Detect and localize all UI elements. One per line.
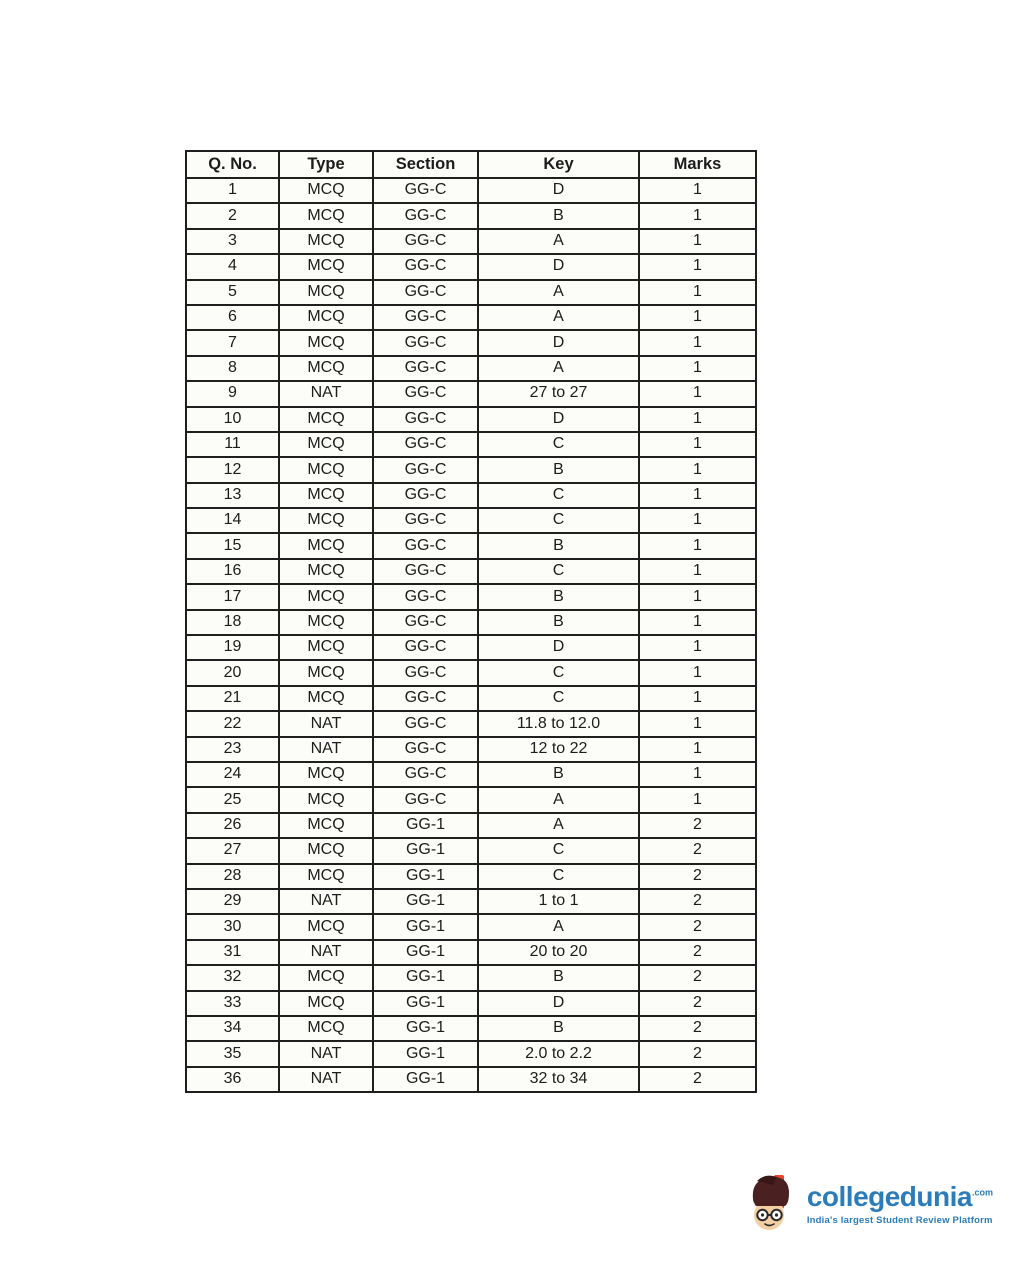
table-cell: 2: [639, 889, 756, 914]
table-cell: C: [478, 864, 639, 889]
table-cell: GG-C: [373, 178, 478, 203]
table-cell: 20: [186, 660, 279, 685]
table-row: [186, 711, 756, 736]
table-cell: 35: [186, 1041, 279, 1066]
table-cell: MCQ: [279, 965, 373, 990]
table-cell: 11: [186, 432, 279, 457]
table-cell: D: [478, 635, 639, 660]
table-cell: 1: [639, 508, 756, 533]
table-cell: GG-1: [373, 864, 478, 889]
table-cell: 1: [639, 457, 756, 482]
table-row: [186, 330, 756, 355]
table-row: [186, 610, 756, 635]
table-cell: 1 to 1: [478, 889, 639, 914]
table-cell: A: [478, 813, 639, 838]
table-cell: MCQ: [279, 914, 373, 939]
table-header-row: [186, 151, 756, 178]
table-row: [186, 787, 756, 812]
table-cell: 16: [186, 559, 279, 584]
table-cell: 1: [639, 533, 756, 558]
table-cell: 26: [186, 813, 279, 838]
table-cell: MCQ: [279, 864, 373, 889]
table-cell: 2: [639, 1041, 756, 1066]
table-cell: B: [478, 203, 639, 228]
table-row: [186, 280, 756, 305]
table-cell: GG-1: [373, 889, 478, 914]
table-row: [186, 864, 756, 889]
table-cell: 19: [186, 635, 279, 660]
table-cell: 3: [186, 229, 279, 254]
table-cell: B: [478, 762, 639, 787]
table-cell: MCQ: [279, 254, 373, 279]
table-cell: C: [478, 432, 639, 457]
table-cell: 2.0 to 2.2: [478, 1041, 639, 1066]
table-row: [186, 813, 756, 838]
table-cell: 7: [186, 330, 279, 355]
table-cell: 1: [639, 711, 756, 736]
collegedunia-mascot-icon: [747, 1173, 799, 1235]
table-cell: MCQ: [279, 584, 373, 609]
table-cell: GG-C: [373, 787, 478, 812]
table-cell: GG-1: [373, 914, 478, 939]
table-cell: 18: [186, 610, 279, 635]
table-cell: 25: [186, 787, 279, 812]
table-cell: 6: [186, 305, 279, 330]
table-row: [186, 432, 756, 457]
table-cell: 1: [639, 610, 756, 635]
table-cell: MCQ: [279, 229, 373, 254]
header-key: Key: [478, 151, 639, 178]
table-row: [186, 508, 756, 533]
table-cell: GG-C: [373, 635, 478, 660]
header-marks: Marks: [639, 151, 756, 178]
table-cell: C: [478, 686, 639, 711]
table-cell: 1: [639, 432, 756, 457]
table-cell: NAT: [279, 711, 373, 736]
table-cell: 1: [639, 407, 756, 432]
table-cell: 2: [639, 940, 756, 965]
table-cell: GG-C: [373, 432, 478, 457]
table-row: [186, 584, 756, 609]
table-cell: B: [478, 533, 639, 558]
table-row: [186, 889, 756, 914]
table-cell: C: [478, 559, 639, 584]
table-cell: NAT: [279, 381, 373, 406]
table-cell: MCQ: [279, 762, 373, 787]
table-cell: 1: [639, 635, 756, 660]
table-cell: 30: [186, 914, 279, 939]
table-cell: 31: [186, 940, 279, 965]
table-cell: 10: [186, 407, 279, 432]
table-cell: 1: [639, 381, 756, 406]
brand-name: collegedunia$^{.com}$: [806, 1180, 993, 1212]
table-cell: 1: [639, 762, 756, 787]
table-cell: GG-C: [373, 660, 478, 685]
table-cell: D: [478, 330, 639, 355]
table-cell: B: [478, 584, 639, 609]
table-row: [186, 407, 756, 432]
table-cell: 22: [186, 711, 279, 736]
table-cell: GG-C: [373, 686, 478, 711]
table-cell: GG-C: [373, 584, 478, 609]
table-cell: MCQ: [279, 787, 373, 812]
table-cell: GG-1: [373, 1067, 478, 1092]
table-cell: MCQ: [279, 686, 373, 711]
table-row: [186, 178, 756, 203]
table-cell: GG-C: [373, 381, 478, 406]
table-cell: 2: [186, 203, 279, 228]
table-cell: MCQ: [279, 356, 373, 381]
table-cell: D: [478, 407, 639, 432]
table-cell: GG-C: [373, 610, 478, 635]
table-cell: 2: [639, 1016, 756, 1041]
table-cell: D: [478, 991, 639, 1016]
table-row: [186, 1067, 756, 1092]
table-cell: GG-1: [373, 991, 478, 1016]
table-cell: GG-C: [373, 229, 478, 254]
table-cell: GG-C: [373, 407, 478, 432]
table-cell: 20 to 20: [478, 940, 639, 965]
table-cell: 33: [186, 991, 279, 1016]
table-cell: 36: [186, 1067, 279, 1092]
table-cell: MCQ: [279, 610, 373, 635]
table-cell: GG-C: [373, 508, 478, 533]
table-cell: MCQ: [279, 533, 373, 558]
table-row: [186, 229, 756, 254]
table-cell: MCQ: [279, 407, 373, 432]
table-cell: D: [478, 178, 639, 203]
table-cell: NAT: [279, 1041, 373, 1066]
table-cell: C: [478, 508, 639, 533]
table-cell: GG-C: [373, 203, 478, 228]
table-cell: GG-C: [373, 483, 478, 508]
table-row: [186, 737, 756, 762]
header-type: Type: [279, 151, 373, 178]
table-cell: C: [478, 838, 639, 863]
table-cell: B: [478, 457, 639, 482]
table-cell: 1: [639, 229, 756, 254]
table-cell: A: [478, 280, 639, 305]
table-row: [186, 914, 756, 939]
table-cell: NAT: [279, 1067, 373, 1092]
table-cell: 2: [639, 838, 756, 863]
table-row: [186, 686, 756, 711]
table-cell: A: [478, 229, 639, 254]
table-cell: 8: [186, 356, 279, 381]
table-row: [186, 838, 756, 863]
table-row: [186, 483, 756, 508]
table-cell: 32: [186, 965, 279, 990]
table-cell: 32 to 34: [478, 1067, 639, 1092]
table-cell: B: [478, 965, 639, 990]
table-cell: 15: [186, 533, 279, 558]
table-cell: B: [478, 610, 639, 635]
table-cell: MCQ: [279, 432, 373, 457]
table-cell: D: [478, 254, 639, 279]
table-cell: GG-C: [373, 356, 478, 381]
table-cell: NAT: [279, 737, 373, 762]
table-row: [186, 965, 756, 990]
table-cell: GG-C: [373, 305, 478, 330]
table-cell: 27 to 27: [478, 381, 639, 406]
table-cell: MCQ: [279, 991, 373, 1016]
table-cell: GG-1: [373, 838, 478, 863]
table-cell: 1: [639, 483, 756, 508]
table-cell: MCQ: [279, 305, 373, 330]
table-cell: 12: [186, 457, 279, 482]
table-row: [186, 991, 756, 1016]
header-section: Section: [373, 151, 478, 178]
table-row: [186, 305, 756, 330]
table-cell: 12 to 22: [478, 737, 639, 762]
table-row: [186, 381, 756, 406]
table-cell: MCQ: [279, 813, 373, 838]
table-cell: 17: [186, 584, 279, 609]
table-cell: GG-C: [373, 711, 478, 736]
table-cell: MCQ: [279, 330, 373, 355]
table-cell: 1: [639, 203, 756, 228]
table-cell: 4: [186, 254, 279, 279]
table-cell: 27: [186, 838, 279, 863]
table-cell: 1: [639, 787, 756, 812]
table-cell: 2: [639, 914, 756, 939]
table-cell: MCQ: [279, 635, 373, 660]
table-cell: 1: [639, 584, 756, 609]
table-cell: GG-C: [373, 762, 478, 787]
table-cell: 2: [639, 965, 756, 990]
table-cell: 23: [186, 737, 279, 762]
table-row: [186, 1041, 756, 1066]
table-cell: 5: [186, 280, 279, 305]
table-row: [186, 356, 756, 381]
table-cell: MCQ: [279, 660, 373, 685]
table-cell: GG-C: [373, 330, 478, 355]
table-cell: MCQ: [279, 203, 373, 228]
table-cell: GG-1: [373, 940, 478, 965]
table-cell: GG-C: [373, 737, 478, 762]
table-cell: 13: [186, 483, 279, 508]
table-cell: MCQ: [279, 483, 373, 508]
table-row: [186, 559, 756, 584]
table-row: [186, 635, 756, 660]
table-cell: 2: [639, 813, 756, 838]
table-cell: 1: [639, 356, 756, 381]
table-row: [186, 457, 756, 482]
table-cell: 1: [639, 305, 756, 330]
table-cell: 9: [186, 381, 279, 406]
table-cell: 1: [639, 178, 756, 203]
table-cell: 2: [639, 864, 756, 889]
table-cell: GG-C: [373, 457, 478, 482]
table-cell: 1: [639, 686, 756, 711]
table-cell: MCQ: [279, 508, 373, 533]
answer-table-body: [186, 178, 756, 1092]
table-cell: C: [478, 483, 639, 508]
collegedunia-logo: [747, 1173, 993, 1235]
table-row: [186, 254, 756, 279]
table-cell: MCQ: [279, 559, 373, 584]
table-cell: 29: [186, 889, 279, 914]
table-cell: 1: [639, 660, 756, 685]
table-cell: MCQ: [279, 280, 373, 305]
table-cell: GG-C: [373, 559, 478, 584]
table-cell: B: [478, 1016, 639, 1041]
table-cell: 2: [639, 991, 756, 1016]
answer-key-table: [185, 150, 757, 1093]
table-cell: 28: [186, 864, 279, 889]
table-cell: A: [478, 787, 639, 812]
table-cell: A: [478, 305, 639, 330]
table-cell: 2: [639, 1067, 756, 1092]
table-cell: GG-1: [373, 965, 478, 990]
table-cell: GG-C: [373, 280, 478, 305]
table-row: [186, 203, 756, 228]
table-cell: MCQ: [279, 838, 373, 863]
table-cell: 11.8 to 12.0: [478, 711, 639, 736]
table-cell: GG-1: [373, 813, 478, 838]
table-cell: C: [478, 660, 639, 685]
table-cell: 1: [639, 254, 756, 279]
header-qno: Q. No.: [186, 151, 279, 178]
table-cell: 1: [639, 280, 756, 305]
table-cell: MCQ: [279, 178, 373, 203]
table-cell: 1: [639, 737, 756, 762]
table-cell: A: [478, 356, 639, 381]
table-cell: NAT: [279, 889, 373, 914]
table-cell: NAT: [279, 940, 373, 965]
table-cell: 1: [639, 559, 756, 584]
table-cell: GG-C: [373, 533, 478, 558]
table-cell: GG-C: [373, 254, 478, 279]
table-cell: MCQ: [279, 1016, 373, 1041]
table-cell: GG-1: [373, 1041, 478, 1066]
table-cell: 1: [186, 178, 279, 203]
table-cell: GG-1: [373, 1016, 478, 1041]
table-cell: 24: [186, 762, 279, 787]
table-row: [186, 762, 756, 787]
table-cell: MCQ: [279, 457, 373, 482]
table-row: [186, 660, 756, 685]
brand-tagline: India's largest Student Review Platform: [806, 1214, 993, 1226]
table-cell: 14: [186, 508, 279, 533]
table-row: [186, 533, 756, 558]
table-row: [186, 1016, 756, 1041]
table-cell: 1: [639, 330, 756, 355]
table-cell: 34: [186, 1016, 279, 1041]
table-cell: 21: [186, 686, 279, 711]
table-row: [186, 940, 756, 965]
table-cell: A: [478, 914, 639, 939]
